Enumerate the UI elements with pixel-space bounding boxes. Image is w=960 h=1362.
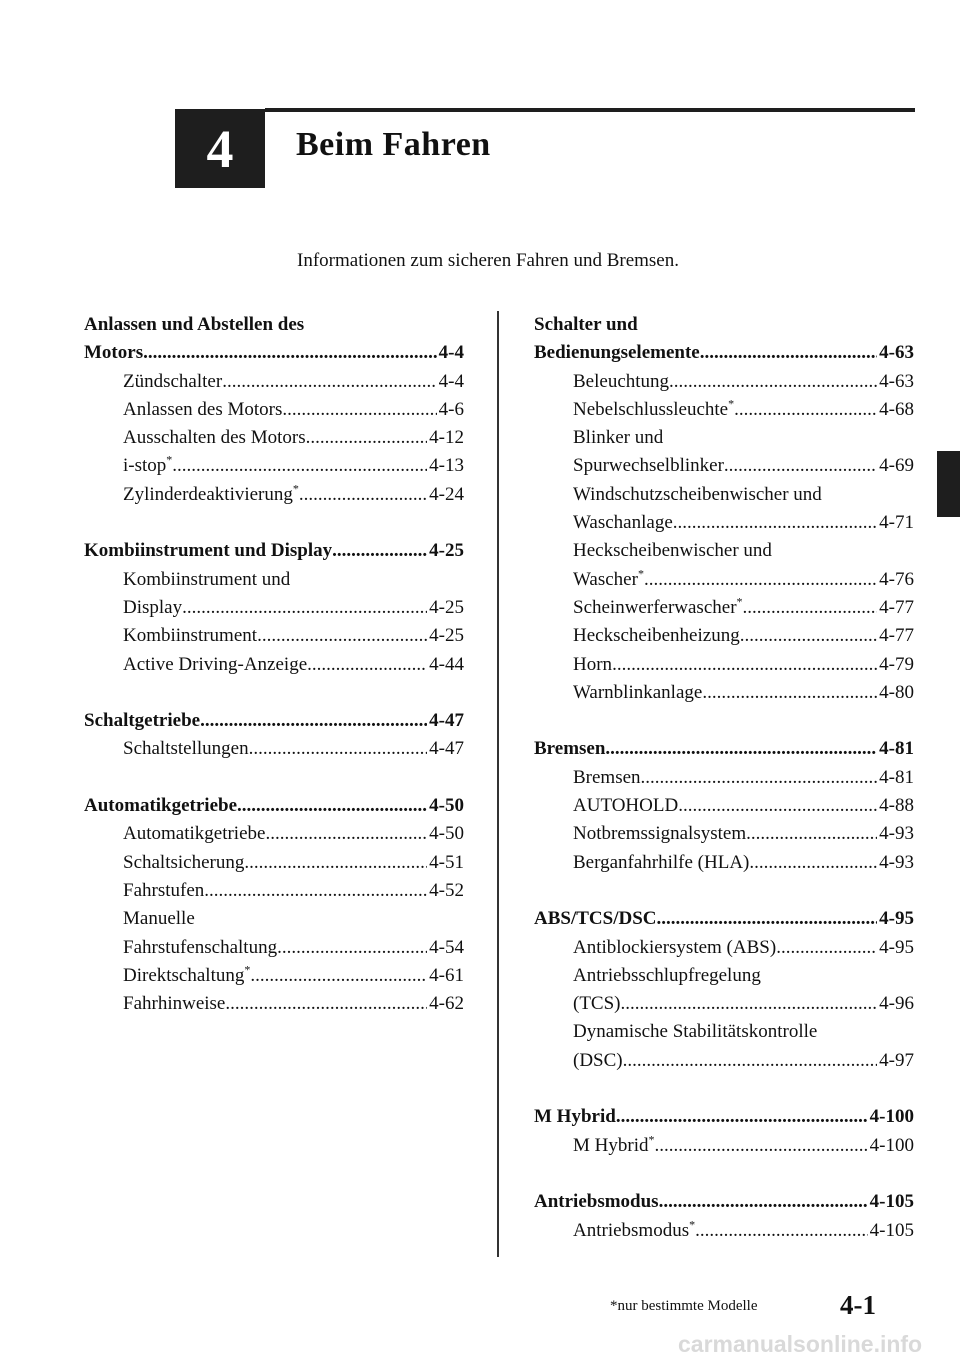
toc-item[interactable]: Ausschalten des Motors ..... 4-12 [84,424,464,452]
toc-item[interactable]: Schaltsicherung ..... 4-51 [84,849,464,877]
toc-item[interactable]: Direktschaltung* ..... 4-61 [84,962,464,990]
toc-item[interactable]: Active Driving-Anzeige ..... 4-44 [84,651,464,679]
toc-section-entry[interactable]: Schaltgetriebe ..... 4-47 [84,707,464,735]
toc-section-entry[interactable]: ABS/TCS/DSC ..... 4-95 [534,905,914,933]
toc-section-brakes [534,735,914,876]
toc-section-hybrid [534,1103,914,1160]
watermark-text: carmanualsonline.info [678,1331,923,1357]
toc-item[interactable]: Nebelschlussleuchte* ..... 4-68 [534,396,914,424]
toc-item[interactable]: Display ..... 4-25 [84,594,464,622]
toc-section-drive-mode [534,1188,914,1245]
asterisk-mark: * [166,453,173,468]
toc-section-entry[interactable]: Antriebsmodus ..... 4-105 [534,1188,914,1216]
toc-item[interactable]: Wascher* ..... 4-76 [534,566,914,594]
toc-item[interactable]: Fahrstufenschaltung ..... 4-54 [84,934,464,962]
toc-section-entry[interactable]: Automatikgetriebe ..... 4-50 [84,792,464,820]
toc-item-line1: Blinker und [573,427,664,449]
toc-item[interactable]: Antiblockiersystem (ABS) ..... 4-95 [534,934,914,962]
toc-item[interactable]: Beleuchtung ..... 4-63 [534,368,914,396]
toc-item-line1: Antriebsschlupfregelung [573,964,761,986]
toc-item[interactable]: (TCS) ..... 4-96 [534,990,914,1018]
asterisk-mark: * [728,396,735,411]
chapter-intro: Informationen zum sicheren Fahren und Bremsen. [297,250,679,271]
asterisk-mark: * [292,481,299,496]
toc-item[interactable]: i-stop* ..... 4-13 [84,452,464,480]
chapter-rule [265,108,915,112]
toc-left-column [84,311,464,1047]
toc-section-abs [534,905,914,1075]
toc-section-entry[interactable]: Bedienungselemente ..... 4-63 [534,339,914,367]
chapter-side-tab [937,451,960,517]
toc-section-instrument [84,537,464,678]
toc-section-controls [534,311,914,707]
chapter-number: 4 [206,118,234,179]
toc-item[interactable]: Heckscheibenheizung ..... 4-77 [534,622,914,650]
toc-item[interactable]: (DSC) ..... 4-97 [534,1047,914,1075]
asterisk-mark: * [648,1132,655,1147]
toc-item[interactable]: Zylinderdeaktivierung* ..... 4-24 [84,481,464,509]
page-ref: 4-4 [438,342,464,364]
toc-item[interactable]: Schaltstellungen ..... 4-47 [84,735,464,763]
toc-section-entry[interactable]: Bremsen ..... 4-81 [534,735,914,763]
toc-item[interactable]: Horn ..... 4-79 [534,651,914,679]
toc-item[interactable]: Anlassen des Motors ..... 4-6 [84,396,464,424]
toc-item[interactable]: Notbremssignalsystem ..... 4-93 [534,820,914,848]
toc-item[interactable]: Fahrhinweise ..... 4-62 [84,990,464,1018]
toc-section-engine [84,311,464,509]
toc-item-line1: Dynamische Stabilitätskontrolle [573,1021,818,1043]
toc-section-entry[interactable]: M Hybrid ..... 4-100 [534,1103,914,1131]
footnote: *nur bestimmte Modelle [610,1298,758,1314]
toc-item[interactable]: Zündschalter ..... 4-4 [84,368,464,396]
toc-section-entry[interactable]: Motors ..... 4-4 [84,339,464,367]
toc-item-line1: Kombiinstrument und [123,568,291,590]
toc-section-title: Anlassen und Abstellen des [84,314,305,335]
chapter-title: Beim Fahren [296,126,491,163]
toc-item[interactable]: Kombiinstrument ..... 4-25 [84,622,464,650]
toc-item[interactable]: Fahrstufen ..... 4-52 [84,877,464,905]
toc-item[interactable]: Scheinwerferwascher* ..... 4-77 [534,594,914,622]
toc-item[interactable]: M Hybrid* ..... 4-100 [534,1132,914,1160]
asterisk-mark: * [637,566,644,581]
asterisk-mark: * [736,594,743,609]
toc-item[interactable]: Bremsen ..... 4-81 [534,764,914,792]
toc-item[interactable]: Waschanlage ..... 4-71 [534,509,914,537]
toc-item[interactable]: Berganfahrhilfe (HLA) ..... 4-93 [534,849,914,877]
toc-item-line1: Heckscheibenwischer und [573,540,772,562]
chapter-number-box [175,109,265,188]
toc-section-automatic-gearbox [84,792,464,1018]
toc-item[interactable]: AUTOHOLD ..... 4-88 [534,792,914,820]
asterisk-mark: * [689,1217,696,1232]
toc-item-line1: Windschutzscheibenwischer und [573,483,822,505]
toc-section-manual-gearbox [84,707,464,764]
toc-item[interactable]: Antriebsmodus* ..... 4-105 [534,1217,914,1245]
toc-section-title: Schalter und [534,314,638,335]
column-divider [497,311,499,1257]
toc-item[interactable]: Automatikgetriebe ..... 4-50 [84,820,464,848]
toc-item[interactable]: Spurwechselblinker ..... 4-69 [534,452,914,480]
toc-right-column [534,311,914,1273]
asterisk-mark: * [244,962,251,977]
toc-section-entry[interactable]: Kombiinstrument und Display ..... 4-25 [84,537,464,565]
toc-item[interactable]: Warnblinkanlage ..... 4-80 [534,679,914,707]
toc-item-line1: Manuelle [123,908,195,930]
page-number: 4-1 [840,1290,876,1320]
